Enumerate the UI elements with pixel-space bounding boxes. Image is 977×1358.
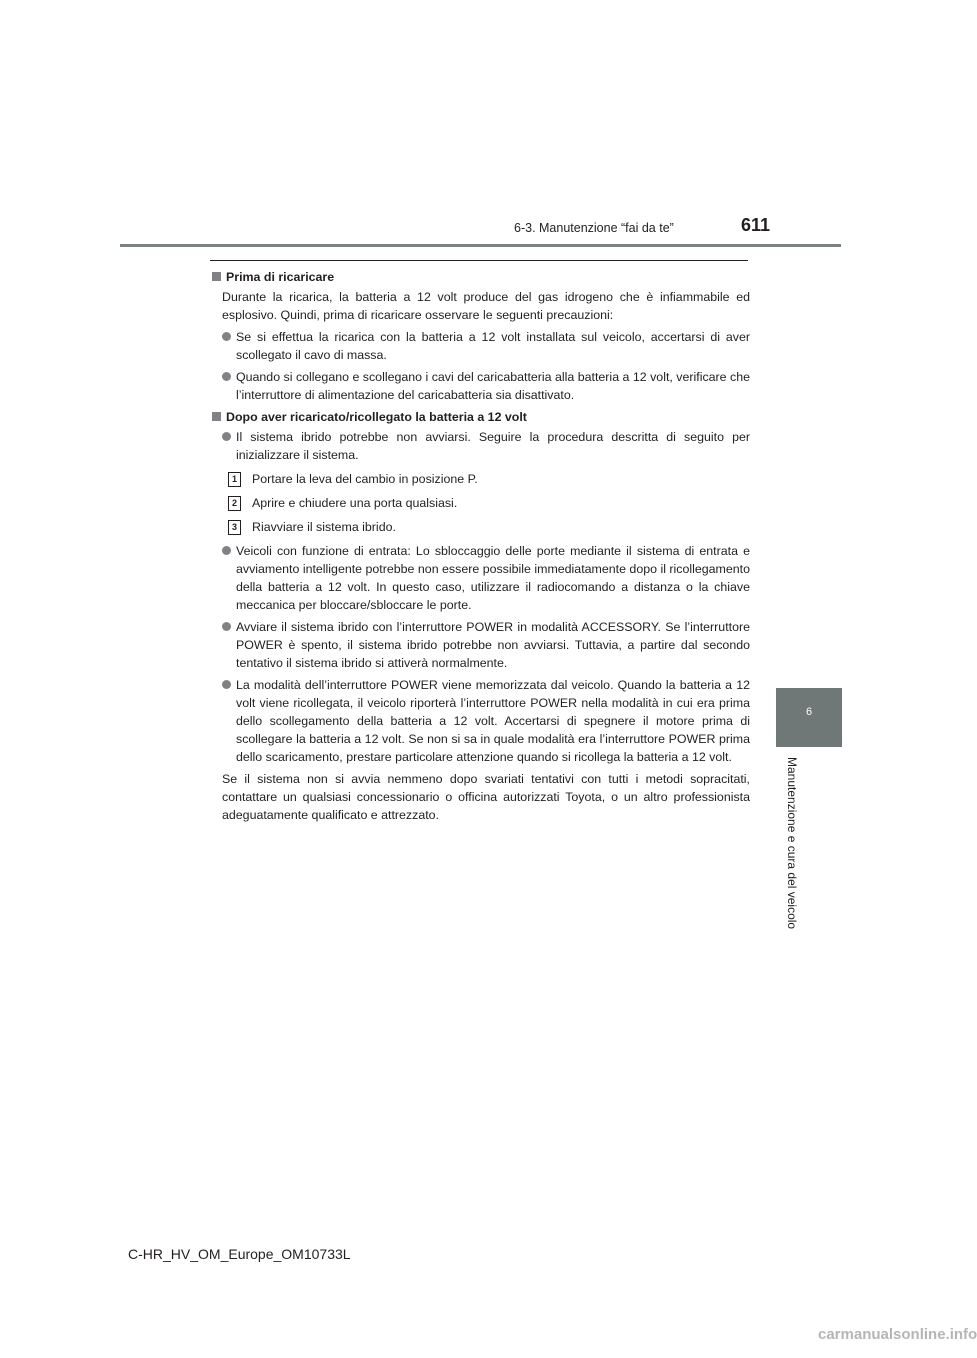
bullet-dot-icon [222,432,231,441]
step-item [228,470,750,488]
step-text: Portare la leva del cambio in posizione P. [252,472,478,486]
square-bullet-icon [212,272,221,281]
side-tab-chapter-title: Manutenzione e cura del veicolo [785,757,799,930]
step-item [228,494,750,512]
list-item [222,428,750,464]
step-text: Aprire e chiudere una porta qualsiasi. [252,496,458,510]
footer-doc-code: C-HR_HV_OM_Europe_OM10733L [128,1246,351,1262]
list-item-text: Veicoli con funzione di entrata: Lo sbloccaggio delle porte mediante il sistema di entrata e avviamento intelligente potrebbe non essere possibile immediatamente dopo il ricollegamento della batteria a 12 volt. In questo caso, utilizzare il radiocomando a distanza o la chiave meccanica per bloccare/sbloccare le porte. [236,544,750,612]
step-item [228,518,750,536]
list-item-text: Quando si collegano e scollegano i cavi del caricabatteria alla batteria a 12 volt, verificare che l’interruttore di alimentazione del caricabatteria sia disattivato. [236,370,750,402]
page-number: 611 [741,215,771,235]
step-number-box: 1 [228,472,241,487]
header-rule [120,244,841,247]
list-item-text: Avviare il sistema ibrido con l’interruttore POWER in modalità ACCESSORY. Se l’interruttore POWER è spento, il sistema ibrido potrebbe non avviarsi. Tuttavia, a partire dal secondo tentativo il sistema ibrido si attiverà normalmente. [236,620,750,670]
list-item-text: Il sistema ibrido potrebbe non avviarsi. Seguire la procedura descritta di seguito per inizializzare il sistema. [236,430,750,462]
list-item [222,328,750,364]
list-item-text: Se si effettua la ricarica con la batteria a 12 volt installata sul veicolo, accertarsi di aver scollegato il cavo di massa. [236,330,750,362]
list-item [222,676,750,766]
watermark: carmanualsonline.info [818,1326,977,1343]
bullet-dot-icon [222,680,231,689]
list-item [222,368,750,404]
list-item [222,618,750,672]
bullet-dot-icon [222,546,231,555]
heading-text: Dopo aver ricaricato/ricollegato la batteria a 12 volt [226,410,527,424]
section-rule [210,260,748,261]
heading-text: Prima di ricaricare [226,270,335,284]
bullet-dot-icon [222,622,231,631]
step-number-box: 2 [228,496,241,511]
header-section-title: 6-3. Manutenzione “fai da te” [514,221,674,235]
heading-after-charging [210,408,750,426]
side-tab-chapter-number: 6 [805,706,813,718]
square-bullet-icon [212,412,221,421]
step-number-box: 3 [228,520,241,535]
bullet-dot-icon [222,332,231,341]
heading-before-charging [210,268,750,286]
bullet-dot-icon [222,372,231,381]
intro-paragraph: Durante la ricarica, la batteria a 12 volt produce del gas idrogeno che è infiammabile ed esplosivo. Quindi, prima di ricaricare osservare le seguenti precauzioni: [222,290,750,322]
content [210,268,750,824]
step-text: Riavviare il sistema ibrido. [252,520,396,534]
list-item [222,542,750,614]
closing-paragraph: Se il sistema non si avvia nemmeno dopo svariati tentativi con tutti i metodi sopracitati, contattare un qualsiasi concessionario o officina autorizzati Toyota, o un altro professionista adeguatamente qualificato e attrezzato. [222,772,750,822]
list-item-text: La modalità dell’interruttore POWER viene memorizzata dal veicolo. Quando la batteria a 12 volt viene ricollegata, il veicolo riporterà l’interruttore POWER nella modalità in cui era prima dello scollegamento della batteria a 12 volt. Accertarsi di spegnere il motore prima di scollegare la batteria a 12 volt. Se non si sa in quale modalità era l’interruttore POWER prima dello scaricamento, prestare particolare attenzione quando si ricollega la batteria a 12 volt. [236,678,750,764]
